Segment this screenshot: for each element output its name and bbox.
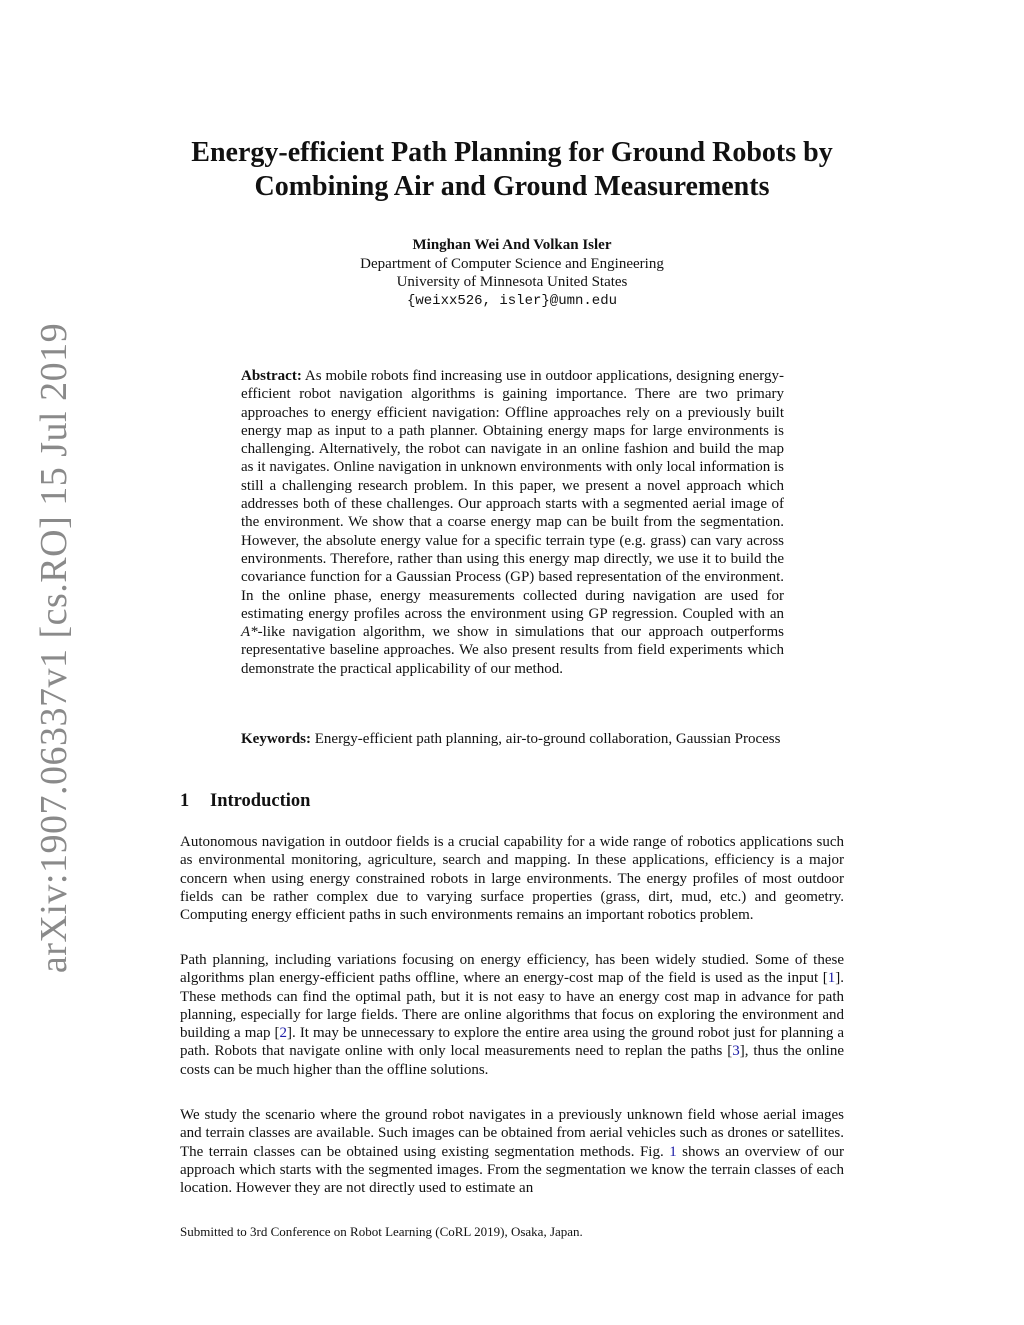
author-names: Minghan Wei And Volkan Isler [412,237,612,253]
section-number: 1 [180,791,190,811]
author-email: {weixx526, isler}@umn.edu [406,292,618,309]
citation-link-3[interactable]: 3 [732,1043,740,1060]
abstract-text-part-1: As mobile robots find increasing use in outdoor applications, designing energy-efficient robot navigation algorithms is gaining importance. There are two primary approaches to energy efficient navigation: Offline approaches rely on a previously built energy map as input to a path planner. Obtaining energy maps for large environments is challenging. Alternatively, the robot can navigate in an online fashion and build the map as it navigates. Online navigation in unknown environments with only local information is still a challenging research problem. In this paper, we present a novel approach which addresses both of these challenges. Our approach starts with a segmented aerial image of the environment. We show that a coarse energy map can be built from the segmentation. However, the absolute energy value for a specific terrain type (e.g. grass) can vary across environments. Therefore, rather than using this energy map directly, we use it to build the covariance function for a Gaussian Process (GP) based representation of the environment. In the online phase, energy measurements collected during navigation are used for estimating energy profiles across the environment using GP regression. Coupled with an [241,368,784,622]
keywords [241,730,784,748]
abstract-label: Abstract: [241,368,302,384]
paper-title-line-2: Combining Air and Ground Measurements [254,171,770,202]
abstract-math-astar: A* [241,624,258,641]
paragraph-3-text-b: shows an overview of our approach which starts with the segmented images. From the segmentation we know the terrain classes of each location. However they are not directly used to estimate an [180,1143,845,1197]
author-department: Department of Computer Science and Engineering [360,255,664,272]
paper-title [180,136,844,204]
author-university: University of Minnesota United States [396,274,628,290]
intro-paragraph-2 [180,951,844,1079]
paragraph-3-text-a: We study the scenario where the ground robot navigates in a previously unknown field whose aerial images and terrain classes are available. Such images can be obtained from aerial vehicles such as drones or satellites. The terrain classes can be obtained using existing segmentation methods. Fig. [180,1107,844,1160]
keywords-label: Keywords: [241,731,311,747]
intro-paragraph-1: Autonomous navigation in outdoor fields is a crucial capability for a wide range of robotics applications such as environmental monitoring, agriculture, search and mapping. In these applications, efficiency is a major concern when using energy constrained robots in large environments. The energy profiles of most outdoor fields can be rather complex due to varying surface properties (grass, dirt, mud, etc.) and geometry. Computing energy efficient paths in such environments remains an important robotics problem. [180,834,844,924]
section-heading-introduction [180,791,310,812]
paper-title-line-1: Energy-efficient Path Planning for Ground Robots by [191,137,833,168]
author-block [180,236,844,310]
figure-link-1[interactable]: 1 [669,1143,677,1160]
abstract-text-part-2: -like navigation algorithm, we show in simulations that our approach outperforms representative baseline approaches. We also present results from field experiments which demonstrate the practical applicability of our method. [241,624,784,677]
paragraph-2-text-c: ]. It may be unnecessary to explore the entire area using the ground robot just for planning a path. Robots that navigate online with only local measurements need to replan the paths [ [180,1025,844,1060]
arxiv-identifier: arXiv:1907.06337v1 [cs.RO] 15 Jul 2019 [33,322,75,974]
paragraph-2-text-b: ]. These methods can find the optimal path, but it is not easy to have an energy cost map in advance for path planning, especially for large fields. There are online algorithms that focus on exploring the environment and building a map [ [180,970,844,1042]
paragraph-2-text-d: ], thus the online costs can be much higher than the offline solutions. [180,1043,844,1078]
keywords-text: Energy-efficient path planning, air-to-ground collaboration, Gaussian Process [314,731,781,747]
abstract [241,367,784,678]
section-title: Introduction [210,791,311,811]
citation-link-2[interactable]: 2 [279,1025,288,1042]
paragraph-2-text-a: Path planning, including variations focusing on energy efficiency, has been widely studied. Some of these algorithms plan energy-efficient paths offline, where an energy-cost map of the field is used as the input [ [180,952,844,987]
footer-note: Submitted to 3rd Conference on Robot Learning (CoRL 2019), Osaka, Japan. [180,1224,583,1239]
intro-paragraph-3 [180,1106,844,1197]
citation-link-1[interactable]: 1 [827,970,836,987]
